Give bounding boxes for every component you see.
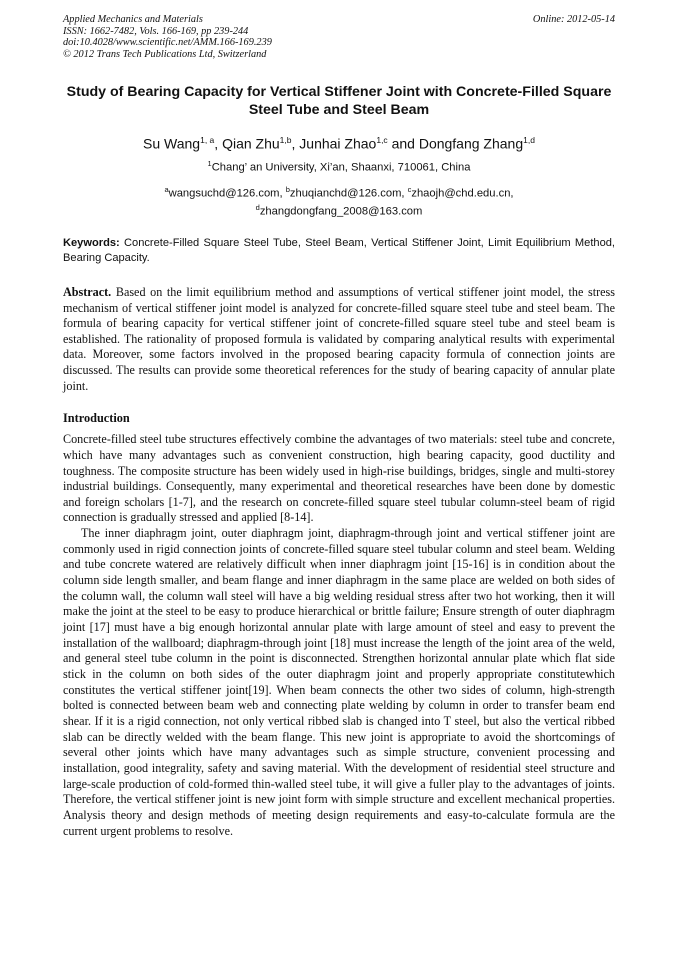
email-address: zhuqianchd@126.com, bbox=[289, 187, 408, 200]
abstract-text: Based on the limit equilibrium method and assumptions of vertical stiffener joint model, the stress mechanism of vertical stiffener joint model is analyzed for concrete-filled square steel tube and steel beam. The formula of bearing capacity for vertical stiffener joint of concrete-filled square steel tube and steel beam is established. The rationality of proposed formula is validated by comparing analytical results with experimental data. Moreover, some factors involved in the proposed bearing capacity formula of connection joints are discussed. The results can provide some theoretical references for the study of bearing capacity of annular plate joint. bbox=[63, 285, 615, 393]
author-name: Su Wang bbox=[143, 136, 201, 153]
author-superscript: 1,d bbox=[523, 135, 535, 146]
email-superscript: d bbox=[255, 203, 260, 212]
affiliation-text: Chang’ an University, Xi’an, Shaanxi, 710061, China bbox=[211, 161, 471, 174]
online-date: Online: 2012-05-14 bbox=[532, 14, 615, 25]
body-paragraph: Concrete-filled steel tube structures effectively combine the advantages of two materials: steel tube and concrete, which have many advantages such as convenient construction, high bearing capacity, good ductility and toughness. The composite structure has been widely used in high-rise buildings, bridges, single and multi-storey industrial buildings. Consequently, many experimental and theoretical researches have been done by domestic and foreign scholars [1-7], and the research on concrete-filled square steel tubular column-steel beam of rigid connection is gradually stressed and applied [8-14]. bbox=[63, 432, 615, 525]
affiliation-superscript: 1 bbox=[207, 159, 212, 169]
email-superscript: b bbox=[285, 184, 290, 194]
issn-line: ISSN: 1662-7482, Vols. 166-169, pp 239-244 bbox=[63, 25, 249, 37]
author-superscript: 1,c bbox=[376, 135, 388, 146]
author-superscript: 1,b bbox=[279, 135, 292, 146]
abstract-label: Abstract. bbox=[63, 285, 112, 300]
author-separator: and bbox=[387, 136, 419, 153]
author-list bbox=[63, 131, 615, 153]
section-heading-introduction: Introduction bbox=[63, 411, 130, 426]
email-address: wangsuchd@126.com, bbox=[168, 187, 286, 200]
email-address: zhaojh@chd.edu.cn, bbox=[411, 187, 514, 200]
keywords-label: Keywords: bbox=[63, 237, 120, 250]
doi-line: doi:10.4028/www.scientific.net/AMM.166-169.239 bbox=[63, 37, 272, 49]
paper-page bbox=[63, 14, 615, 839]
email-list bbox=[63, 183, 615, 219]
author-separator: , bbox=[291, 136, 300, 153]
abstract-block bbox=[63, 285, 615, 394]
author-superscript: 1, a bbox=[200, 135, 215, 146]
copyright-line: © 2012 Trans Tech Publications Ltd, Switzerland bbox=[63, 48, 267, 60]
author-name: Qian Zhu bbox=[222, 136, 280, 153]
author-name: Junhai Zhao bbox=[299, 136, 377, 153]
email-superscript: a bbox=[164, 184, 169, 194]
email-address: zhangdongfang_2008@163.com bbox=[259, 205, 423, 218]
author-separator: , bbox=[214, 136, 223, 153]
author-name: Dongfang Zhang bbox=[418, 136, 524, 153]
body-paragraph: The inner diaphragm joint, outer diaphragm joint, diaphragm-through joint and vertical stiffener joint are commonly used in rigid connection joints of concrete-filled square steel tubular column and steel beam. Welding and tube concrete watered are relatively difficult when inner diaphragm joint [15-16] is in condition about the column side length smaller, and beam flange and inner diaphragm in the same place are welded on both sides of the column wall, the column wall steel will have a big welding residual stress after two hot working, then it will make the joint at the steel to be easy to produce hierarchical or brittle failure; Ensure strength of outer diaphragm joint [17] must have a big enough horizontal annular plate with large amount of steel and easy to prevent the installation of the wallboard; diaphragm-through joint [18] must increase the length of the joint area of the weld, and general steel tube column in the point is disconnected. Strengthen horizontal annular plate which flat side stick in the column on both sides of the outer diaphragm joint and properly appropriate constitutewhich constitutes the vertical stiffener joint[19]. When beam connects the other two sides of column, high-strength bolted is connected between beam web and connecting plate welding by column in order to transfer beam end shear. If it is a rigid connection, not only vertical ribbed slab is changed into T steel, but also the vertical ribbed slab can be directly welded with the beam flange. This new joint is appropriate to avoid the shortcomings of several other joints which have many advantages such as simple structure, convenient processing and installation, good integrality, safety and saving material. With the development of residential steel structure and large-scale production of cold-formed thin-walled steel tube, it will give a fuller play to the advantages of joints. Therefore, the vertical stiffener joint is new joint form with simple structure and excellent mechanical properties. Analysis theory and design methods of meeting design requirements and easy-to-calculate formula are the current urgent problems to resolve. bbox=[63, 526, 615, 838]
keywords-block bbox=[63, 236, 615, 265]
paper-title: Study of Bearing Capacity for Vertical Stiffener Joint with Concrete-Filled Square Steel Tube and Steel Beam bbox=[66, 84, 612, 119]
email-superscript: c bbox=[407, 184, 412, 194]
affiliation bbox=[63, 157, 615, 175]
journal-name: Applied Mechanics and Materials bbox=[63, 14, 203, 25]
journal-header bbox=[63, 14, 615, 60]
keywords-text: Concrete-Filled Square Steel Tube, Steel Beam, Vertical Stiffener Joint, Limit Equilibrium Method, Bearing Capacity. bbox=[63, 237, 615, 264]
